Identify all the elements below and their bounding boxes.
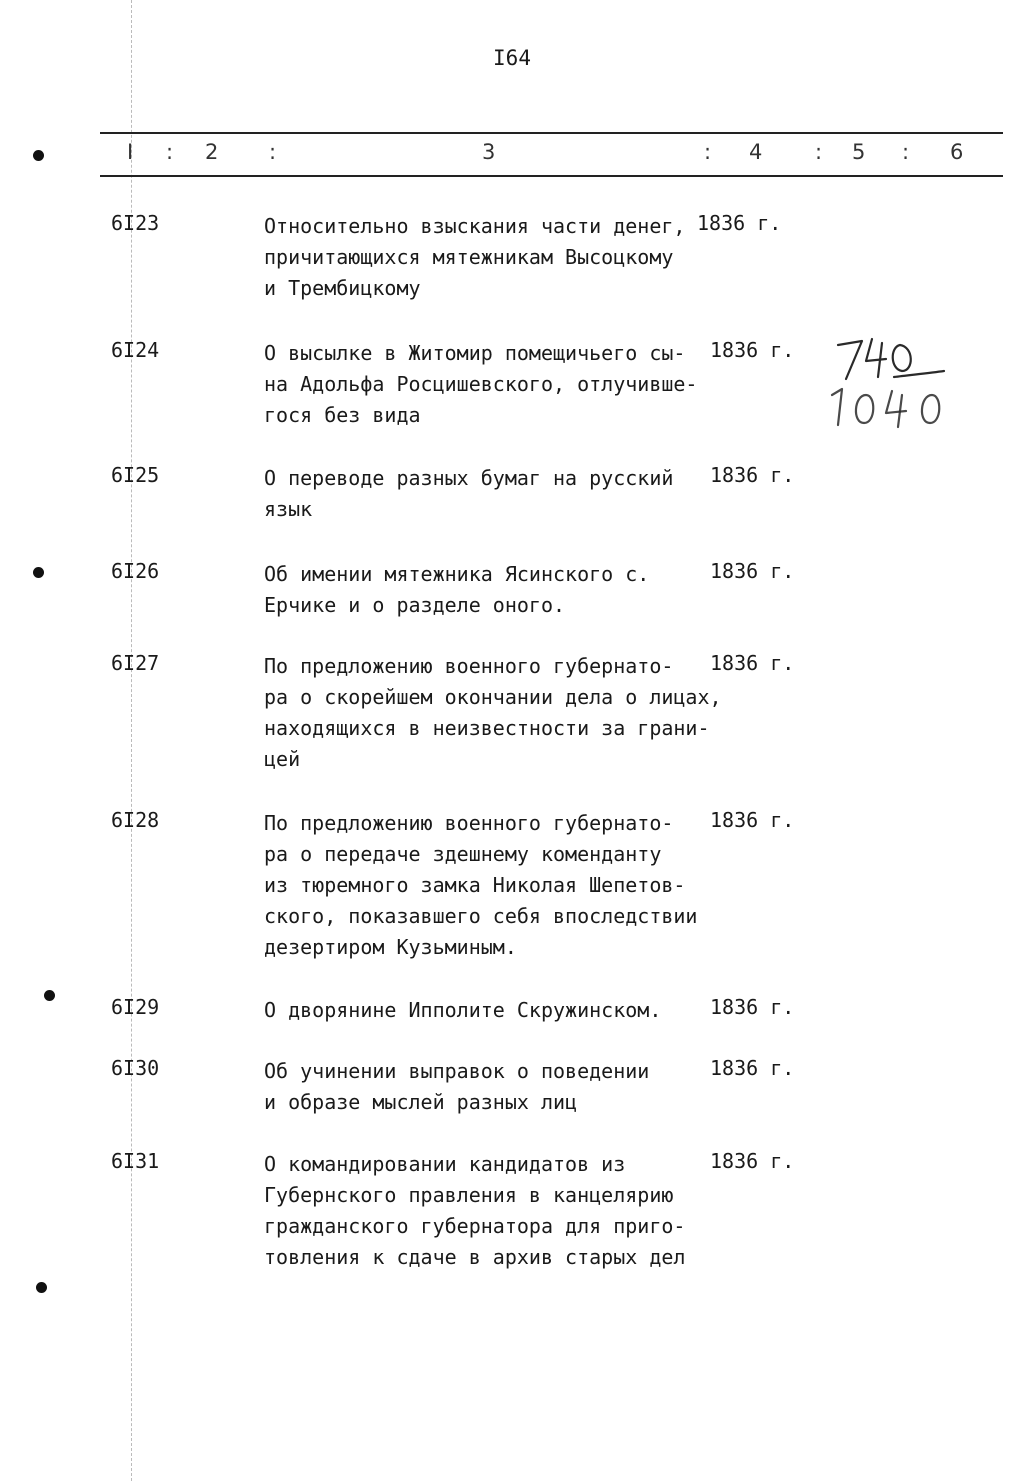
entry-title-line: По предложению военного губернато- [264, 654, 674, 678]
entry-year: 1836 г. [710, 995, 795, 1019]
entry-title-line: товления к сдаче в архив старых дел [264, 1245, 686, 1269]
page-number: I64 [493, 46, 531, 70]
handwritten-note [820, 333, 960, 433]
entry-number: 6I28 [111, 808, 160, 832]
entry-title-line: ского, показавшего себя впоследствии [264, 904, 698, 928]
entry-year: 1836 г. [710, 559, 795, 583]
entry-number: 6I23 [111, 211, 160, 235]
column-header-1: I [127, 140, 134, 164]
column-separator: : [815, 140, 823, 164]
entry-title-line: О дворянине Ипполите Скружинском. [264, 998, 662, 1022]
entry-title [264, 211, 734, 304]
entry-title-line: Об имении мятежника Ясинского с. [264, 562, 650, 586]
punch-hole [33, 150, 44, 161]
punch-hole [44, 990, 55, 1001]
entry-title [264, 559, 734, 621]
entry-title [264, 338, 734, 431]
column-separator: : [902, 140, 910, 164]
entry-title-line: ра о скорейшем окончании дела о лицах, [264, 685, 722, 709]
entry-number: 6I31 [111, 1149, 160, 1173]
entry-number: 6I29 [111, 995, 160, 1019]
entry-title-line: О командировании кандидатов из [264, 1152, 626, 1176]
column-separator: : [269, 140, 277, 164]
entry-title-line: О переводе разных бумаг на русский [264, 466, 674, 490]
entry-title-line: язык [264, 497, 313, 521]
column-header-3: 3 [482, 140, 496, 164]
entry-number: 6I26 [111, 559, 160, 583]
entry-title-line: и образе мыслей разных лиц [264, 1090, 578, 1114]
entry-title-line: причитающихся мятежникам Высоцкому [264, 245, 674, 269]
entry-title [264, 1149, 734, 1273]
entry-year: 1836 г. [710, 651, 795, 675]
entry-title-line: О высылке в Житомир помещичьего сы- [264, 341, 686, 365]
entry-number: 6I24 [111, 338, 160, 362]
entry-year: 1836 г. [710, 1149, 795, 1173]
entry-title [264, 651, 734, 775]
column-header-2: 2 [205, 140, 219, 164]
entry-title-line: По предложению военного губернато- [264, 811, 674, 835]
table-top-rule [100, 132, 1003, 134]
punch-hole [33, 567, 44, 578]
column-separator: : [704, 140, 712, 164]
entry-year: 1836 г. [710, 463, 795, 487]
entry-title-line: Ерчике и о разделе оного. [264, 593, 566, 617]
entry-year: 1836 г. [710, 1056, 795, 1080]
entry-title [264, 995, 734, 1026]
column-header-5: 5 [852, 140, 866, 164]
entry-number: 6I25 [111, 463, 160, 487]
entry-title-line: находящихся в неизвестности за грани- [264, 716, 710, 740]
entry-title-line: гося без вида [264, 403, 421, 427]
entry-title-line: и Трембицкому [264, 276, 421, 300]
entry-title [264, 463, 734, 525]
entry-title-line: Губернского правления в канцелярию [264, 1183, 674, 1207]
entry-year: 1836 г. [710, 808, 795, 832]
column-header-6: 6 [950, 140, 964, 164]
entry-title-line: цей [264, 747, 301, 771]
punch-hole [36, 1282, 47, 1293]
entry-number: 6I27 [111, 651, 160, 675]
entry-title-line: ра о передаче здешнему коменданту [264, 842, 662, 866]
entry-year: 1836 г. [697, 211, 782, 235]
entry-number: 6I30 [111, 1056, 160, 1080]
entry-title-line: гражданского губернатора для приго- [264, 1214, 686, 1238]
entry-title [264, 1056, 734, 1118]
entry-title-line: Об учинении выправок о поведении [264, 1059, 650, 1083]
entry-title-line: из тюремного замка Николая Шепетов- [264, 873, 686, 897]
handwritten-note-strokes [832, 339, 944, 427]
column-header-4: 4 [749, 140, 763, 164]
entry-title-line: дезертиром Кузьминым. [264, 935, 517, 959]
entry-title-line: на Адольфа Росцишевского, отлучивше- [264, 372, 698, 396]
entry-title [264, 808, 734, 963]
entry-title-line: Относительно взыскания части денег, [264, 214, 686, 238]
column-separator: : [166, 140, 174, 164]
entry-year: 1836 г. [710, 338, 795, 362]
table-bottom-rule [100, 175, 1003, 177]
